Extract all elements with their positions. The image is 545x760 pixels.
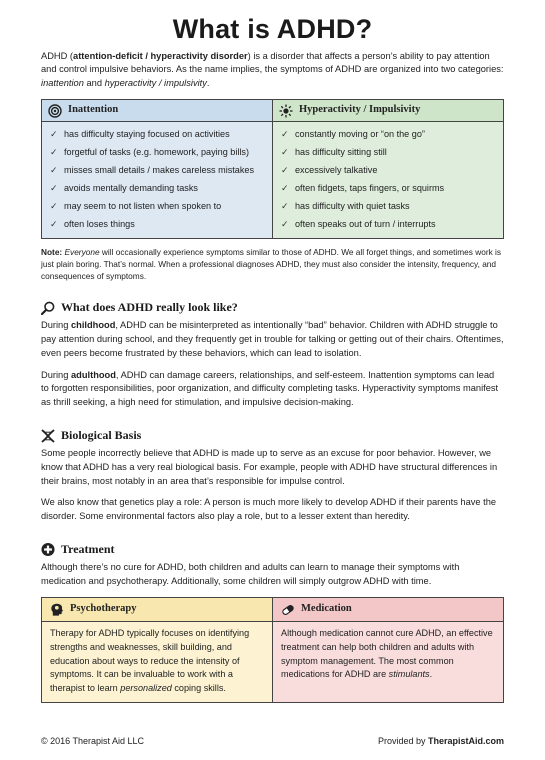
medication-header <box>273 598 504 622</box>
medication-heading: Medication <box>301 603 352 615</box>
hyperactivity-cell <box>273 122 504 239</box>
body-emphasis: childhood <box>70 320 116 331</box>
psychotherapy-heading: Psychotherapy <box>70 603 137 615</box>
check-icon: ✓ <box>50 165 58 176</box>
check-icon: ✓ <box>50 129 58 140</box>
intro-text: and <box>83 77 105 88</box>
copyright-text: © 2016 Therapist Aid LLC <box>41 736 145 747</box>
list-item <box>281 161 497 179</box>
symptom-text: misses small details / makes careless mistakes <box>64 165 255 176</box>
symptom-text: forgetful of tasks (e.g. homework, paying bills) <box>64 147 249 158</box>
section-title: Biological Basis <box>61 427 142 442</box>
symptom-text: has difficulty with quiet tasks <box>295 201 410 212</box>
page-title: What is ADHD? <box>172 14 373 44</box>
pill-icon <box>281 603 295 617</box>
check-icon: ✓ <box>50 219 58 230</box>
cell-text: Although medication cannot cure ADHD, an effective treatment can help both children and adults with symptom management. The most common medications for ADHD are <box>281 628 493 680</box>
cell-emphasis: personalized <box>120 682 172 693</box>
inattention-list <box>50 125 266 233</box>
hyperactivity-header <box>273 100 504 122</box>
check-icon: ✓ <box>281 165 289 176</box>
list-item <box>50 197 266 215</box>
section-title: Treatment <box>61 541 115 556</box>
head-icon <box>50 603 64 617</box>
symptom-text: has difficulty staying focused on activities <box>64 129 230 140</box>
note-label: Note: <box>41 247 63 258</box>
inattention-heading: Inattention <box>68 104 119 116</box>
plus-circle-icon <box>41 542 55 556</box>
cell-emphasis: stimulants <box>388 669 430 680</box>
symptoms-table <box>41 99 504 239</box>
intro-paragraph <box>41 50 504 90</box>
symptom-text: constantly moving or “on the go” <box>295 129 425 140</box>
list-item <box>50 215 266 233</box>
intro-category: hyperactivity / impulsivity <box>104 77 207 88</box>
target-icon <box>48 104 62 118</box>
cell-text: coping skills. <box>171 682 226 693</box>
list-item <box>50 143 266 161</box>
section-heading-treatment <box>41 541 504 558</box>
symptom-text: often fidgets, taps fingers, or squirms <box>295 183 445 194</box>
cell-text: . <box>429 669 433 680</box>
inattention-header <box>42 100 273 122</box>
check-icon: ✓ <box>281 147 289 158</box>
medication-cell <box>273 622 504 702</box>
check-icon: ✓ <box>50 201 58 212</box>
symptom-text: excessively talkative <box>295 165 378 176</box>
body-emphasis: adulthood <box>70 369 116 380</box>
list-item <box>50 179 266 197</box>
intro-text: ) is a disorder that affects a person’s ability to pay attention and control impulsive behaviors. As the name implies, the symptoms of ADHD are organized into two categories: <box>41 51 504 75</box>
check-icon: ✓ <box>50 183 58 194</box>
body-text: , ADHD can be misinterpreted as intentionally “bad” behavior. Children with ADHD struggle to pay attention during school, and they frequently get in trouble for talking or getting out of their chairs. Oftentimes, even peers become frustrated by these behaviors, which can lead to isolation. <box>41 320 504 358</box>
cell-text: Therapy for ADHD typically focuses on identifying strengths and weaknesses, skill building, and education about ways to reduce the intensity of symptoms. It can be invaluable to work with a therapist to learn <box>50 628 250 693</box>
psychotherapy-header <box>42 598 273 622</box>
intro-term: attention-deficit / hyperactivity disorder <box>73 51 248 61</box>
body-text: During <box>41 369 71 380</box>
dna-icon <box>41 429 55 443</box>
list-item <box>50 161 266 179</box>
section-heading-bio <box>41 427 504 444</box>
bio-paragraph-1: Some people incorrectly believe that ADHD is made up to serve as an excuse for poor behavior. However, we know that ADHD has a very real biological basis. For example, people with ADHD have structural differences in their brains, most notably in an area that’s responsible for impulse control. <box>41 448 498 486</box>
check-icon: ✓ <box>281 201 289 212</box>
symptom-text: avoids mentally demanding tasks <box>64 183 198 194</box>
list-item <box>281 179 497 197</box>
provided-by <box>378 735 504 748</box>
treatment-table <box>41 597 504 702</box>
check-icon: ✓ <box>50 147 58 158</box>
note-emphasis: Everyone <box>64 247 100 258</box>
intro-text: ADHD ( <box>41 51 74 61</box>
section-heading-look <box>41 299 504 316</box>
section-title: What does ADHD really look like? <box>61 300 238 315</box>
hyperactivity-list <box>281 125 497 233</box>
intro-text: . <box>206 77 210 88</box>
symptom-text: often loses things <box>64 219 135 230</box>
list-item <box>281 143 497 161</box>
note-text: will occasionally experience symptoms similar to those of ADHD. We all forget things, and sometimes work is just plain boring. That’s normal. When a professional diagnoses ADHD, they must also consider the intensity, frequency, and consequences of symptoms. <box>41 247 502 282</box>
site-name: TherapistAid.com <box>427 736 504 747</box>
treatment-paragraph: Although there’s no cure for ADHD, both children and adults can learn to manage their symptoms with medication and psychotherapy. Additionally, some children will simply outgrow ADHD with time. <box>41 561 460 586</box>
magnifier-icon <box>41 301 55 315</box>
check-icon: ✓ <box>281 183 289 194</box>
symptom-text: often speaks out of turn / interrupts <box>295 219 436 230</box>
adulthood-paragraph <box>41 369 504 410</box>
bio-paragraph-2: We also know that genetics play a role: A person is much more likely to develop ADHD if their parents have the disorder. Some environmental factors also play a role, but to a lesser extent than heredity. <box>41 497 497 522</box>
symptom-text: has difficulty sitting still <box>295 147 387 158</box>
symptom-text: may seem to not listen when spoken to <box>64 201 222 212</box>
list-item <box>281 197 497 215</box>
note-paragraph <box>41 246 504 282</box>
burst-icon <box>279 104 293 118</box>
list-item <box>281 125 497 143</box>
check-icon: ✓ <box>281 219 289 230</box>
provided-by-text: Provided by <box>377 736 428 747</box>
childhood-paragraph <box>41 319 504 360</box>
list-item <box>281 215 497 233</box>
psychotherapy-cell <box>42 622 273 702</box>
hyperactivity-heading: Hyperactivity / Impulsivity <box>299 104 421 116</box>
body-text: During <box>41 320 71 331</box>
check-icon: ✓ <box>281 129 289 140</box>
inattention-cell <box>42 122 273 239</box>
list-item <box>50 125 266 143</box>
intro-category: inattention <box>41 77 84 88</box>
body-text: , ADHD can damage careers, relationships, and self-esteem. Inattention symptoms can lead to forgotten responsibilities, poor organization, and difficulty completing tasks. Hyperactivity symptoms manifest as thrill seeking, a high need for stimulation, and impulsive decision-making. <box>41 369 499 408</box>
page-footer <box>41 735 504 748</box>
